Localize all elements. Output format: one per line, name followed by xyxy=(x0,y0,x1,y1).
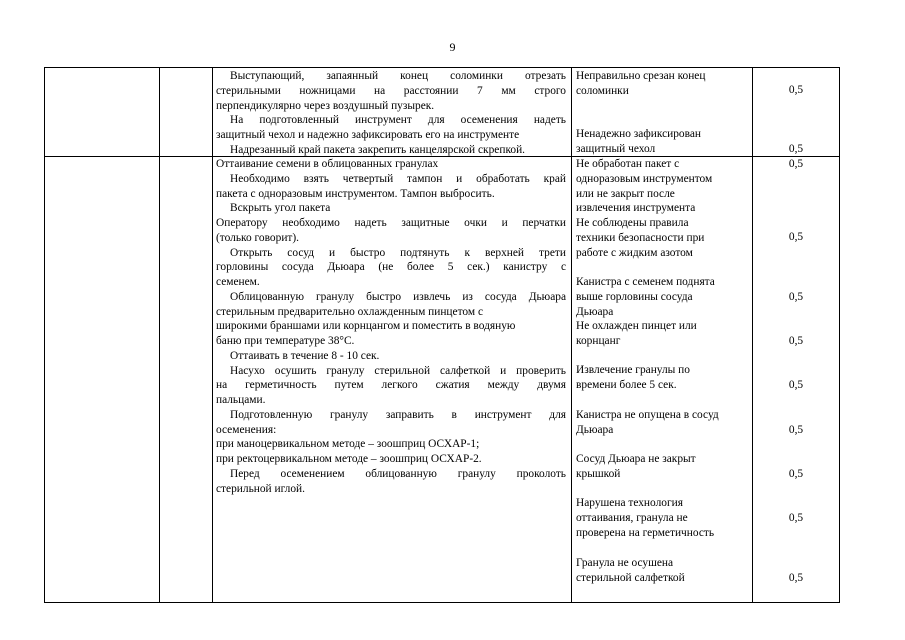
error-text: оттаивания, гранула не xyxy=(576,511,688,524)
row2-errors xyxy=(576,157,748,602)
error-text: выше горловины сосуда xyxy=(576,290,693,303)
text-line: широкими браншами или корнцангом и поместить в водяную xyxy=(216,320,516,333)
text-line: Необходимо взять четвертый тампон и обработать край xyxy=(230,172,566,185)
error-item xyxy=(576,496,748,540)
score-value: 0,5 xyxy=(788,512,804,524)
row2-description xyxy=(216,157,566,496)
error-text: крышкой xyxy=(576,467,621,480)
text-line: Оператору необходимо надеть защитные очки и перчатки xyxy=(216,217,566,229)
error-text: Сосуд Дьюара не закрыт xyxy=(576,453,696,465)
error-text: Нарушена технология xyxy=(576,497,683,509)
text-line: Выступающий, запаянный конец соломинки отрезать xyxy=(230,70,566,82)
text-line: пальцами. xyxy=(216,394,266,406)
text-line: Надрезанный край пакета закрепить канцелярской скрепкой. xyxy=(230,143,526,156)
error-text: соломинки xyxy=(576,84,629,97)
text-line: Оттаивание семени в облицованных гранулах xyxy=(216,158,439,170)
error-text: стерильной салфеткой xyxy=(576,571,685,584)
score-value: 0,5 xyxy=(788,84,804,96)
error-text: Канистра с семенем поднята xyxy=(576,276,715,288)
error-text: техники безопасности при xyxy=(576,231,705,244)
score-value: 0,5 xyxy=(788,291,804,303)
row1-description xyxy=(216,69,566,158)
error-text: защитный чехол xyxy=(576,142,656,155)
text-line: баню при температуре 38°С. xyxy=(216,335,355,347)
error-item xyxy=(576,556,748,586)
error-text: Дьюара xyxy=(576,305,614,318)
text-line: Перед осеменением облицованную гранулу проколоть xyxy=(230,467,566,480)
score-value: 0,5 xyxy=(788,424,804,436)
page-number: 9 xyxy=(449,40,456,54)
table-border-left xyxy=(44,67,45,603)
error-text: Неправильно срезан конец xyxy=(576,70,706,82)
error-text: Канистра не опущена в сосуд xyxy=(576,409,719,421)
error-item xyxy=(576,452,748,482)
error-item xyxy=(576,69,748,99)
error-text: извлечения инструмента xyxy=(576,202,696,215)
table-border-bottom xyxy=(44,602,840,603)
score-value: 0,5 xyxy=(788,379,804,391)
text-line: На подготовленный инструмент для осеменения надеть xyxy=(230,114,566,127)
error-text: Ненадежно зафиксирован xyxy=(576,128,701,140)
score-value: 0,5 xyxy=(788,231,804,243)
error-text: одноразовым инструментом xyxy=(576,172,713,185)
text-line: осеменения: xyxy=(216,423,277,436)
error-text: Не обработан пакет с xyxy=(576,158,680,170)
error-text: или не закрыт после xyxy=(576,187,675,200)
text-line: пакета с одноразовым инструментом. Тампон выбросить. xyxy=(216,187,495,200)
score-value: 0,5 xyxy=(788,143,804,155)
text-line: Вскрыть угол пакета xyxy=(230,202,331,215)
error-item xyxy=(576,363,748,393)
error-text: работе с жидким азотом xyxy=(576,246,693,259)
text-line: при ректоцервикальном методе – зоошприц ОСХАР-2. xyxy=(216,453,482,465)
text-line: Открыть сосуд и быстро подтянуть к верхней трети xyxy=(230,246,566,259)
error-text: Гранула не осушена xyxy=(576,557,674,569)
text-line: Подготовленную гранулу заправить в инструмент для xyxy=(230,408,566,421)
text-line: Оттаивать в течение 8 - 10 сек. xyxy=(230,349,380,362)
text-line: семенем. xyxy=(216,276,260,288)
criteria-table xyxy=(44,67,840,603)
error-item xyxy=(576,157,748,260)
column-divider xyxy=(212,67,213,603)
error-item xyxy=(576,319,748,349)
error-item xyxy=(576,408,748,438)
error-text: Дьюара xyxy=(576,423,614,436)
error-text: Извлечение гранулы по xyxy=(576,364,690,376)
text-line: Облицованную гранулу быстро извлечь из сосуда Дьюара xyxy=(230,290,566,303)
score-value: 0,5 xyxy=(788,158,804,170)
score-value: 0,5 xyxy=(788,572,804,584)
error-text: Не соблюдены правила xyxy=(576,217,689,229)
error-item xyxy=(576,127,748,157)
error-text: времени более 5 сек. xyxy=(576,378,677,391)
row2-scores xyxy=(753,157,839,602)
text-line: при маноцервикальном методе – зоошприц ОСХАР-1; xyxy=(216,438,480,451)
score-value: 0,5 xyxy=(788,335,804,347)
error-text: корнцанг xyxy=(576,334,621,347)
error-text: Не охлажден пинцет или xyxy=(576,320,697,332)
text-line: стерильными ножницами на расстоянии 7 мм строго xyxy=(216,84,566,97)
text-line: стерильной иглой. xyxy=(216,482,306,495)
table-border-right xyxy=(839,67,840,603)
text-line: Насухо осушить гранулу стерильной салфеткой и проверить xyxy=(230,364,566,377)
row1-scores xyxy=(753,67,839,156)
text-line: перпендикулярно через воздушный пузырек. xyxy=(216,99,435,112)
text-line: на герметичность путем легкого сжатия между двумя xyxy=(216,379,566,392)
error-text: проверена на герметичность xyxy=(576,526,715,539)
text-line: горловины сосуда Дьюара (не более 5 сек.) канистру с xyxy=(216,261,566,274)
column-divider xyxy=(159,67,160,603)
text-line: защитный чехол и надежно зафиксировать его на инструменте xyxy=(216,129,520,141)
score-value: 0,5 xyxy=(788,468,804,480)
error-item xyxy=(576,275,748,319)
column-divider xyxy=(571,67,572,603)
text-line: (только говорит). xyxy=(216,231,300,244)
text-line: стерильным предварительно охлажденным пинцетом с xyxy=(216,305,484,318)
row1-errors xyxy=(576,67,748,156)
